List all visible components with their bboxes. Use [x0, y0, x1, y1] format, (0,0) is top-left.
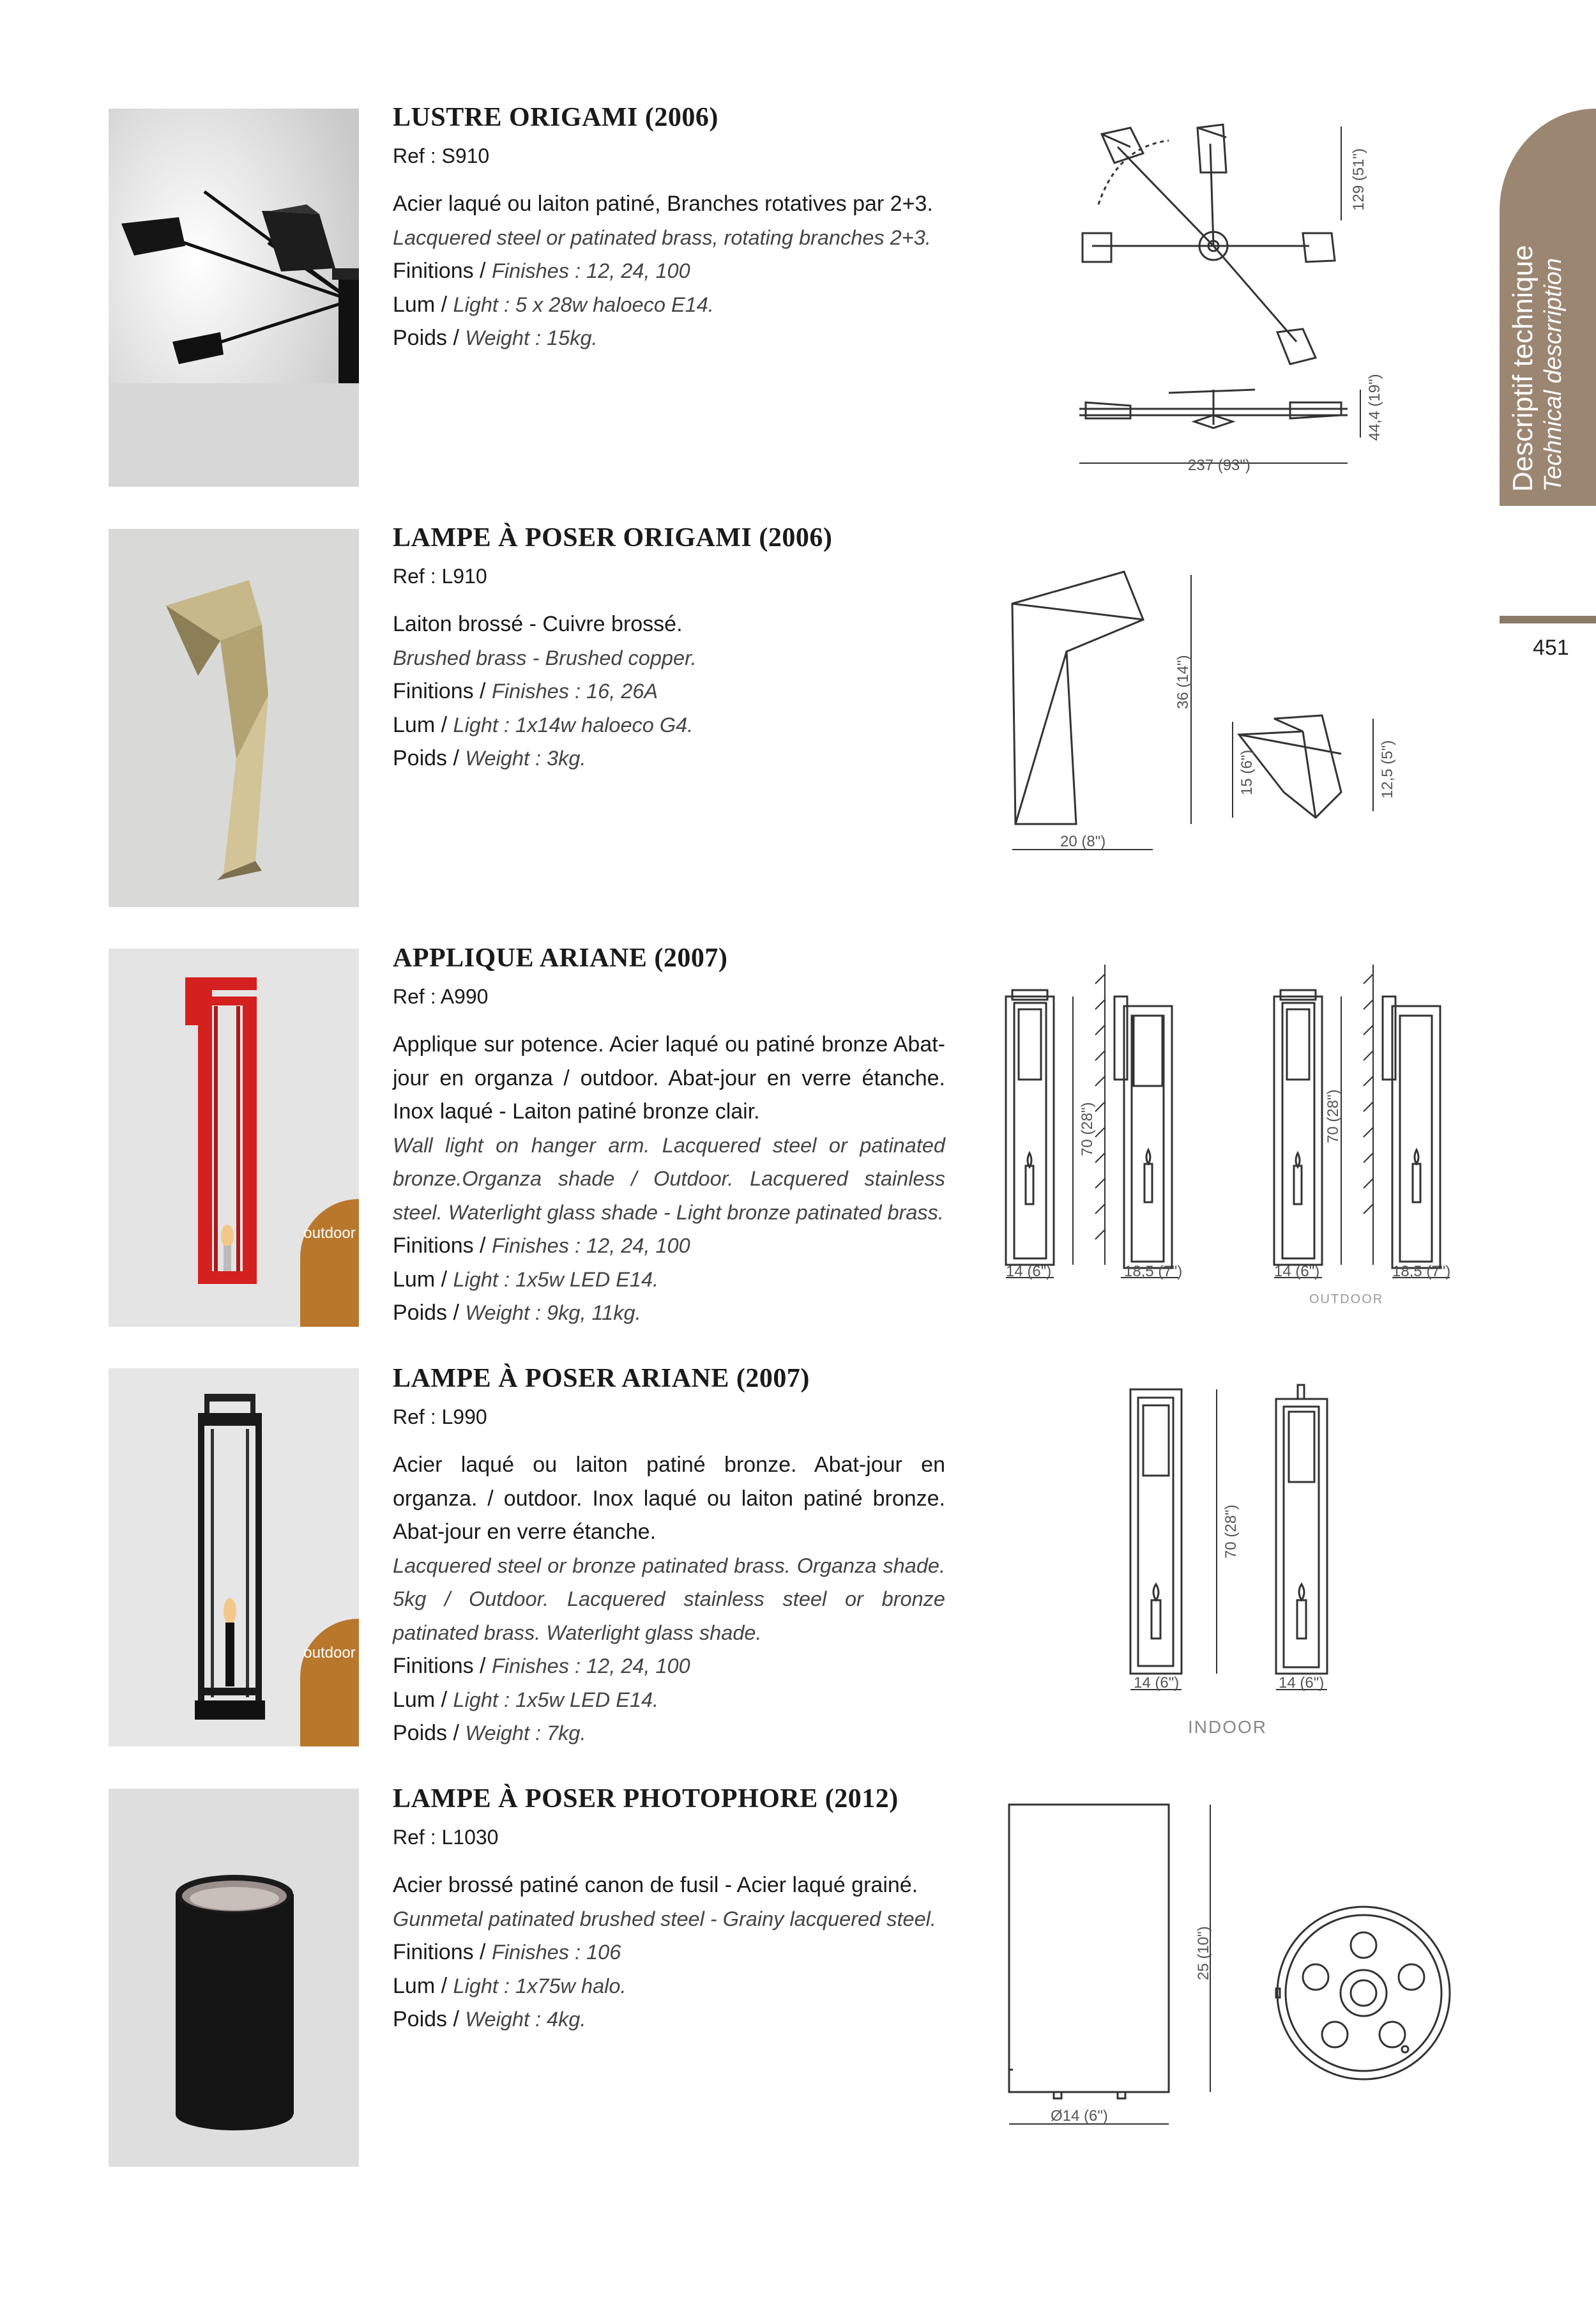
product-photo-photophore	[109, 1789, 359, 2167]
dim-height: 129 (51")	[1350, 148, 1367, 211]
weight-line: Poids / Weight : 9kg, 11kg.	[393, 1301, 641, 1325]
finishes-value: Finishes : 12, 24, 100	[491, 259, 690, 282]
drawing-label-outdoor: OUTDOOR	[1309, 1292, 1384, 1306]
finishes-value: Finishes : 16, 26A	[491, 680, 658, 703]
dim-width-outdoor: 14 (6")	[1274, 1263, 1320, 1280]
dim-width-outdoor: 14 (6")	[1279, 1674, 1325, 1692]
light-label: Lum	[393, 1687, 436, 1712]
finishes-value: Finishes : 106	[491, 1941, 621, 1964]
finishes-line: Finitions / Finishes : 12, 24, 100	[393, 259, 690, 283]
dim-height-indoor: 70 (28")	[1079, 1102, 1096, 1156]
technical-drawing-lustre-origami	[1041, 109, 1450, 487]
weight-value: Weight : 9kg, 11kg.	[465, 1301, 641, 1324]
light-label: Lum	[393, 292, 436, 317]
product-description-fr: Applique sur potence. Acier laqué ou patiné bronze Abat-jour en organza / outdoor. Abat-jour en verre étanche. Inox laqué - Laiton patiné bronze clair.	[393, 1032, 945, 1124]
product-entry-photophore	[393, 1784, 945, 2036]
section-tab-title: Descriptif technique	[1507, 245, 1539, 492]
product-ref: Ref : L990	[393, 1405, 487, 1428]
finishes-label: Finitions	[393, 679, 474, 703]
product-entry-lampe-ariane	[393, 1363, 945, 1750]
finishes-value: Finishes : 12, 24, 100	[491, 1234, 690, 1257]
section-tab-subtitle: Technical descrription	[1540, 257, 1567, 492]
product-description-en: Lacquered steel or bronze patinated brass. Organza shade. 5kg / Outdoor. Lacquered stainless steel or bronze patinated brass. Waterlight glass shade.	[393, 1554, 945, 1644]
product-description-en: Wall light on hanger arm. Lacquered steel or patinated bronze.Organza shade / Outdoor. Lacquered stainless steel. Waterlight glass shade - Light bronze patinated brass.	[393, 1133, 945, 1224]
technical-drawing-lampe-origami	[996, 549, 1456, 907]
light-line: Lum / Light : 1x75w halo.	[393, 1973, 627, 1998]
dim-height: 36 (14")	[1174, 655, 1192, 709]
dim-height-outdoor: 70 (28")	[1325, 1089, 1342, 1143]
technical-drawing-photophore	[996, 1789, 1494, 2172]
outdoor-badge-label: outdoor	[303, 1225, 356, 1242]
dim-depth-outdoor: 18,5 (7")	[1392, 1263, 1451, 1280]
weight-label: Poids	[393, 1721, 448, 1745]
product-description-fr: Acier laqué ou laiton patiné, Branches rotatives par 2+3.	[393, 192, 933, 216]
light-label: Lum	[393, 1267, 436, 1292]
product-title: APPLIQUE ARIANE (2007)	[393, 943, 728, 973]
light-value: Light : 5 x 28w haloeco E14.	[453, 293, 714, 316]
weight-label: Poids	[393, 2007, 448, 2031]
dim-depth: 44,4 (19")	[1366, 374, 1383, 441]
product-description-fr: Laiton brossé - Cuivre brossé.	[393, 612, 683, 636]
page-number: 451	[1533, 636, 1569, 660]
finishes-line: Finitions / Finishes : 12, 24, 100	[393, 1654, 690, 1678]
technical-drawing-applique-ariane	[990, 958, 1475, 1329]
light-label: Lum	[393, 1973, 436, 1998]
weight-value: Weight : 4kg.	[465, 2008, 586, 2031]
weight-value: Weight : 3kg.	[465, 747, 586, 770]
product-description-en: Lacquered steel or patinated brass, rotating branches 2+3.	[393, 225, 931, 249]
finishes-label: Finitions	[393, 1940, 474, 1964]
dim-width: 20 (8")	[1060, 833, 1106, 850]
product-ref: Ref : S910	[393, 144, 490, 167]
dim-diameter: Ø14 (6")	[1051, 2107, 1108, 2125]
product-entry-lampe-origami	[393, 523, 945, 775]
weight-value: Weight : 7kg.	[465, 1722, 586, 1745]
finishes-label: Finitions	[393, 1234, 474, 1258]
finishes-value: Finishes : 12, 24, 100	[491, 1654, 690, 1677]
light-value: Light : 1x5w LED E14.	[453, 1688, 659, 1711]
finishes-label: Finitions	[393, 259, 474, 283]
dim-height: 25 (10")	[1195, 1926, 1212, 1980]
product-description-fr: Acier brossé patiné canon de fusil - Acier laqué grainé.	[393, 1873, 918, 1897]
light-line: Lum / Light : 1x5w LED E14.	[393, 1687, 659, 1712]
product-photo-lustre-origami	[109, 109, 359, 487]
product-description-fr: Acier laqué ou laiton patiné bronze. Abat-jour en organza. / outdoor. Inox laqué ou laiton patiné bronze. Abat-jour en verre étanche.	[393, 1453, 945, 1544]
light-line: Lum / Light : 1x5w LED E14.	[393, 1267, 659, 1292]
product-description-en: Gunmetal patinated brushed steel - Grainy lacquered steel.	[393, 1907, 936, 1930]
dim-depth-indoor: 18,5 (7")	[1124, 1263, 1183, 1280]
product-ref: Ref : L910	[393, 565, 487, 588]
product-photo-lampe-ariane	[109, 1368, 359, 1746]
light-line: Lum / Light : 1x14w haloeco G4.	[393, 712, 694, 737]
dim-width-indoor: 14 (6")	[1006, 1263, 1052, 1280]
product-entry-applique-ariane	[393, 943, 945, 1330]
dim-width-indoor: 14 (6")	[1134, 1674, 1180, 1692]
outdoor-badge-label: outdoor	[303, 1644, 356, 1661]
dim-side-depth: 12,5 (5")	[1379, 740, 1396, 798]
weight-label: Poids	[393, 326, 448, 350]
product-title: LUSTRE ORIGAMI (2006)	[393, 103, 718, 132]
finishes-line: Finitions / Finishes : 106	[393, 1940, 621, 1964]
product-photo-applique-ariane	[109, 949, 359, 1327]
product-title: LAMPE À POSER ARIANE (2007)	[393, 1364, 810, 1393]
dim-side-height: 15 (6")	[1238, 749, 1256, 795]
weight-value: Weight : 15kg.	[465, 326, 598, 349]
finishes-label: Finitions	[393, 1654, 474, 1678]
weight-label: Poids	[393, 1301, 448, 1325]
drawing-label-indoor: INDOOR	[1188, 1717, 1267, 1737]
weight-line: Poids / Weight : 4kg.	[393, 2007, 586, 2031]
product-title: LAMPE À POSER ORIGAMI (2006)	[393, 523, 833, 553]
product-photo-lampe-origami	[109, 529, 359, 907]
light-value: Light : 1x75w halo.	[453, 1974, 627, 1997]
technical-drawing-lampe-ariane	[1105, 1380, 1386, 1750]
product-title: LAMPE À POSER PHOTOPHORE (2012)	[393, 1784, 899, 1814]
weight-line: Poids / Weight : 7kg.	[393, 1721, 586, 1745]
product-description-en: Brushed brass - Brushed copper.	[393, 646, 697, 669]
light-line: Lum / Light : 5 x 28w haloeco E14.	[393, 292, 714, 317]
finishes-line: Finitions / Finishes : 12, 24, 100	[393, 1234, 690, 1258]
dim-width: 237 (93")	[1188, 457, 1250, 474]
weight-label: Poids	[393, 746, 448, 770]
product-entry-lustre-origami	[393, 102, 945, 355]
dim-height: 70 (28")	[1222, 1504, 1240, 1559]
product-ref: Ref : A990	[393, 985, 489, 1008]
weight-line: Poids / Weight : 15kg.	[393, 326, 598, 350]
light-value: Light : 1x14w haloeco G4.	[453, 713, 694, 737]
page-number-bar	[1500, 616, 1596, 623]
finishes-line: Finitions / Finishes : 16, 26A	[393, 679, 658, 703]
product-ref: Ref : L1030	[393, 1826, 499, 1849]
weight-line: Poids / Weight : 3kg.	[393, 746, 586, 770]
light-label: Lum	[393, 712, 436, 737]
light-value: Light : 1x5w LED E14.	[453, 1267, 659, 1291]
section-tab-label	[1507, 109, 1567, 492]
